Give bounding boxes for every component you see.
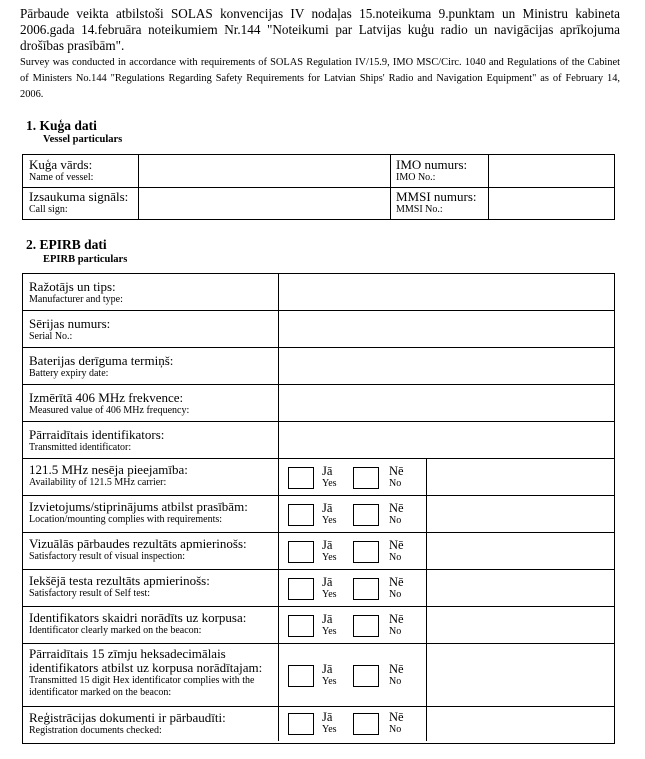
remarks-field[interactable] (427, 707, 614, 741)
no-checkbox[interactable] (353, 504, 379, 526)
no-checkbox[interactable] (353, 467, 379, 489)
remarks-field[interactable] (427, 570, 614, 606)
label-english: Measured value of 406 MHz frequency: (29, 405, 190, 416)
label-english: Availability of 121.5 MHz carrier: (29, 477, 167, 488)
no-label: Nē No (389, 710, 404, 735)
call-sign-label: Izsaukuma signāls: Call sign: (23, 187, 139, 219)
yes-checkbox[interactable] (288, 665, 314, 687)
label-english: Battery expiry date: (29, 368, 109, 379)
epirb-row-label (23, 459, 279, 495)
imo-label: IMO numurs: IMO No.: (391, 155, 489, 187)
epirb-row-value-field[interactable] (279, 385, 614, 421)
yes-checkbox[interactable] (288, 541, 314, 563)
epirb-row-label (23, 570, 279, 606)
label-english: Location/mounting complies with requirements: (29, 514, 223, 525)
intro-paragraph (20, 6, 620, 103)
epirb-check-row (23, 644, 614, 707)
label-latvian: Izvietojums/stiprinājums atbilst prasībām: (29, 499, 248, 514)
label-latvian: Vizuālās pārbaudes rezultāts apmierinošs: (29, 536, 247, 551)
yes-no-cell (279, 570, 427, 606)
epirb-row-label (23, 385, 279, 421)
yes-label: Jā Yes (322, 710, 337, 735)
no-label: Nē No (389, 501, 404, 526)
section2-title: 2. EPIRB dati (26, 237, 107, 252)
vessel-row-1 (23, 155, 614, 188)
yes-label: Jā Yes (322, 464, 337, 489)
epirb-row-value-field[interactable] (279, 274, 614, 310)
yes-checkbox[interactable] (288, 713, 314, 735)
epirb-particulars-table (22, 273, 615, 744)
section1-title: 1. Kuģa dati (26, 118, 97, 133)
label-english: Satisfactory result of Self test: (29, 588, 151, 599)
label-latvian: Ražotājs un tips: (29, 279, 116, 294)
yes-label: Jā Yes (322, 612, 337, 637)
yes-checkbox[interactable] (288, 504, 314, 526)
yes-label: Jā Yes (322, 575, 337, 600)
label-english: Serial No.: (29, 331, 73, 342)
mmsi-field[interactable] (489, 187, 614, 219)
label-latvian: Sērijas numurs: (29, 316, 111, 331)
label-latvian: Pārraidītais 15 zīmju heksadecimālais identifikators atbilst uz korpusa norādītajam: (29, 646, 263, 675)
yes-no-cell (279, 607, 427, 643)
label-latvian: Identifikators skaidri norādīts uz korpusa: (29, 610, 247, 625)
label-latvian: 121.5 MHz nesēja pieejamība: (29, 462, 188, 477)
no-label: Nē No (389, 575, 404, 600)
yes-label: Jā Yes (322, 538, 337, 563)
vessel-name-field[interactable] (139, 155, 391, 187)
epirb-row-label (23, 422, 279, 458)
epirb-check-row (23, 607, 614, 644)
yes-no-cell (279, 644, 427, 706)
epirb-row-label (23, 348, 279, 384)
epirb-row-label (23, 707, 279, 741)
yes-label: Jā Yes (322, 501, 337, 526)
label-english: Registration documents checked: (29, 725, 162, 736)
section1-subtitle: Vessel particulars (43, 134, 123, 145)
remarks-field[interactable] (427, 644, 614, 706)
epirb-text-row (23, 274, 614, 311)
epirb-row-label (23, 274, 279, 310)
epirb-row-value-field[interactable] (279, 348, 614, 384)
yes-checkbox[interactable] (288, 615, 314, 637)
section2-subtitle: EPIRB particulars (43, 254, 128, 265)
label-latvian: Reģistrācijas dokumenti ir pārbaudīti: (29, 710, 226, 725)
epirb-row-value-field[interactable] (279, 422, 614, 458)
no-label: Nē No (389, 612, 404, 637)
epirb-check-row (23, 459, 614, 496)
imo-field[interactable] (489, 155, 614, 187)
no-checkbox[interactable] (353, 713, 379, 735)
call-sign-field[interactable] (139, 187, 391, 219)
epirb-row-label (23, 644, 279, 706)
epirb-row-label (23, 533, 279, 569)
epirb-text-row (23, 311, 614, 348)
epirb-text-row (23, 422, 614, 459)
label-latvian: Iekšējā testa rezultāts apmierinošs: (29, 573, 210, 588)
no-checkbox[interactable] (353, 665, 379, 687)
no-label: Nē No (389, 464, 404, 489)
no-checkbox[interactable] (353, 615, 379, 637)
label-english: Manufacturer and type: (29, 294, 123, 305)
no-checkbox[interactable] (353, 578, 379, 600)
mmsi-label: MMSI numurs: MMSI No.: (391, 187, 489, 219)
label-english: Satisfactory result of visual inspection: (29, 551, 186, 562)
label-english: Transmitted identificator: (29, 442, 132, 453)
remarks-field[interactable] (427, 496, 614, 532)
yes-no-cell (279, 459, 427, 495)
epirb-row-label (23, 311, 279, 347)
yes-checkbox[interactable] (288, 578, 314, 600)
remarks-field[interactable] (427, 607, 614, 643)
epirb-row-label (23, 496, 279, 532)
intro-latvian: Pārbaude veikta atbilstoši SOLAS konvencijas IV nodaļas 15.noteikuma 9.punktam un Ministru kabineta 2006.gada 14.februāra noteikumiem Nr.144 "Noteikumi par Latvijas kuģu radio un navigācijas aprīkojuma drošības prasībām". (20, 6, 620, 53)
epirb-text-row (23, 348, 614, 385)
epirb-text-row (23, 385, 614, 422)
yes-no-cell (279, 707, 427, 741)
epirb-row-value-field[interactable] (279, 311, 614, 347)
yes-no-cell (279, 496, 427, 532)
no-label: Nē No (389, 538, 404, 563)
no-checkbox[interactable] (353, 541, 379, 563)
intro-english: Survey was conducted in accordance with requirements of SOLAS Regulation IV/15.9, IMO MSC/Circ. 1040 and Regulations of the Cabinet of Ministers No.144 "Regulations Regarding Safety Requirements for Latvian Ships' Radio and Navigation Equipment" as of February 14, 2006. (20, 57, 620, 100)
vessel-name-label: Kuģa vārds: Name of vessel: (23, 155, 139, 187)
no-label: Nē No (389, 662, 404, 687)
label-latvian: Izmērītā 406 MHz frekvence: (29, 390, 184, 405)
yes-checkbox[interactable] (288, 467, 314, 489)
remarks-field[interactable] (427, 533, 614, 569)
epirb-check-row (23, 707, 614, 741)
vessel-row-2 (23, 187, 614, 219)
yes-no-cell (279, 533, 427, 569)
epirb-row-label (23, 607, 279, 643)
label-english: Transmitted 15 digit Hex identificator complies with the identificator marked on the beacon: (29, 675, 255, 698)
epirb-check-row (23, 496, 614, 533)
epirb-check-row (23, 533, 614, 570)
remarks-field[interactable] (427, 459, 614, 495)
label-latvian: Pārraidītais identifikators: (29, 427, 165, 442)
vessel-particulars-table (22, 154, 615, 220)
label-latvian: Baterijas derīguma termiņš: (29, 353, 174, 368)
yes-label: Jā Yes (322, 662, 337, 687)
label-english: Identificator clearly marked on the beacon: (29, 625, 202, 636)
epirb-check-row (23, 570, 614, 607)
